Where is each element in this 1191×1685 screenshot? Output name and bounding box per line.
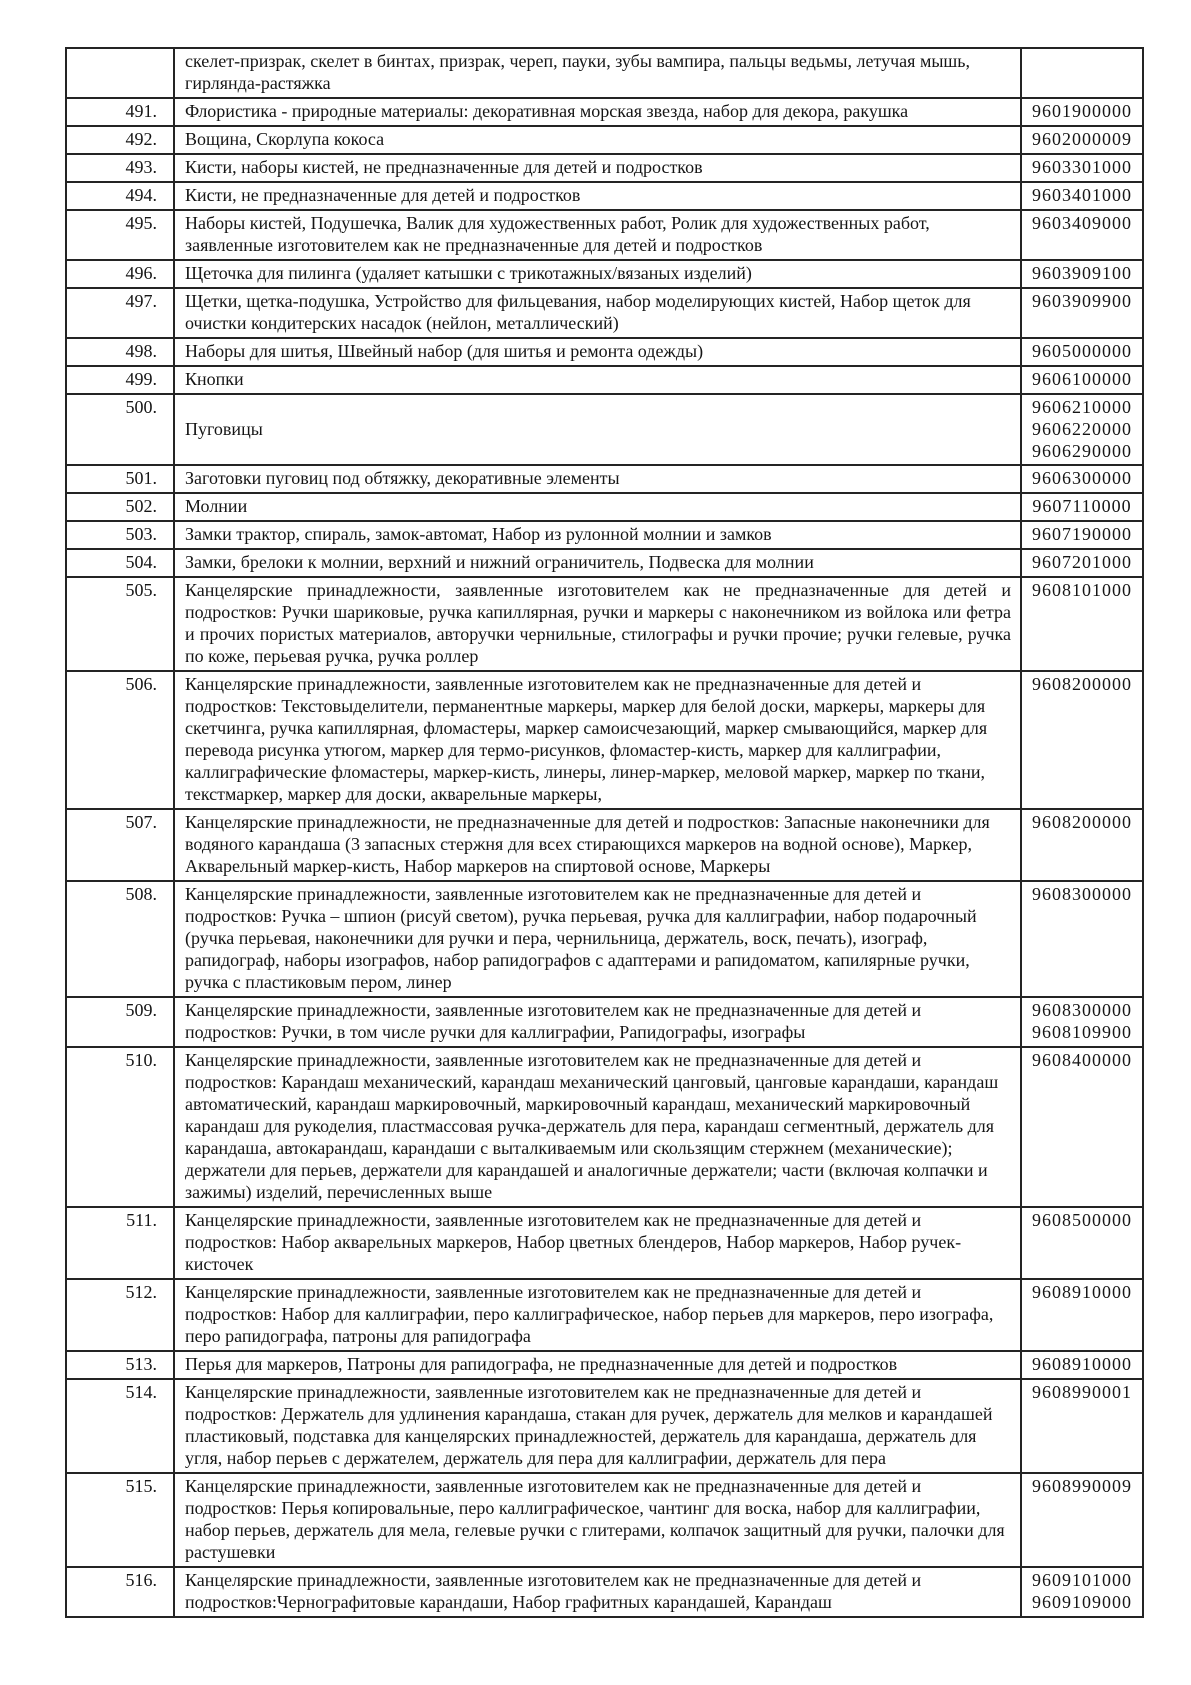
row-number-cell: 515. bbox=[66, 1473, 174, 1567]
description-cell: Канцелярские принадлежности, заявленные изготовителем как не предназначенные для детей и подростков: Набор для каллиграфии, перо каллиграфическое, набор перьев для маркеров, перо изографа, перо рапидографа, патроны для рапидографа bbox=[174, 1279, 1021, 1351]
description-cell: Канцелярские принадлежности, заявленные изготовителем как не предназначенные для детей и подростков: Текстовыделители, перманентные маркеры, маркер для белой доски, маркеры, маркеры для скетчинга, ручка капиллярная, фломастеры, маркер самоисчезающий, маркер смывающийся, маркер для перевода рисунка утюгом, маркер для термо-рисунков, фломастер-кисть, маркер для каллиграфии, каллиграфические фломастеры, маркер-кисть, линеры, линер-маркер, меловой маркер, маркер по ткани, текстмаркер, маркер для доски, акварельные маркеры, bbox=[174, 671, 1021, 809]
code-value: 9603401000 bbox=[1032, 185, 1132, 205]
row-number-cell: 501. bbox=[66, 465, 174, 493]
table-row bbox=[66, 98, 1143, 126]
table-row bbox=[66, 338, 1143, 366]
row-number-cell: 495. bbox=[66, 210, 174, 260]
description-cell: Наборы кистей, Подушечка, Валик для художественных работ, Ролик для художественных работ, заявленные изготовителем как не предназначенные для детей и подростков bbox=[174, 210, 1021, 260]
code-cell bbox=[1021, 577, 1143, 671]
code-cell bbox=[1021, 1379, 1143, 1473]
code-cell bbox=[1021, 1047, 1143, 1207]
code-value: 9608910000 bbox=[1032, 1282, 1132, 1302]
description-cell: Канцелярские принадлежности, заявленные изготовителем как не предназначенные для детей и подростков: Карандаш механический, карандаш механический цанговый, цанговые карандаши, карандаш автоматический, карандаш маркировочный, маркировочный карандаш, механический маркировочный карандаш для рукоделия, пластмассовая ручка-держатель для пера, карандаш сегментный, держатель для карандаша, автокарандаш, карандаши с выталкиваемым или скользящим стержнем (механические); держатели для перьев, держатели для карандашей и аналогичные держатели; части (включая колпачки и зажимы) изделий, перечисленных выше bbox=[174, 1047, 1021, 1207]
table-row bbox=[66, 126, 1143, 154]
table-row bbox=[66, 1279, 1143, 1351]
code-cell bbox=[1021, 1351, 1143, 1379]
code-cell bbox=[1021, 1279, 1143, 1351]
row-number-cell: 514. bbox=[66, 1379, 174, 1473]
code-cell bbox=[1021, 549, 1143, 577]
description-cell: Кисти, наборы кистей, не предназначенные для детей и подростков bbox=[174, 154, 1021, 182]
customs-codes-table bbox=[65, 47, 1144, 1618]
row-number-cell bbox=[66, 48, 174, 98]
code-value: 9603301000 bbox=[1032, 157, 1132, 177]
row-number-cell: 496. bbox=[66, 260, 174, 288]
row-number-cell: 506. bbox=[66, 671, 174, 809]
row-number-cell: 499. bbox=[66, 366, 174, 394]
code-cell bbox=[1021, 997, 1143, 1047]
code-cell bbox=[1021, 126, 1143, 154]
row-number-cell: 492. bbox=[66, 126, 174, 154]
code-cell bbox=[1021, 210, 1143, 260]
table-row bbox=[66, 493, 1143, 521]
code-cell bbox=[1021, 366, 1143, 394]
code-value: 9606220000 bbox=[1032, 419, 1132, 439]
description-cell: Заготовки пуговиц под обтяжку, декоративные элементы bbox=[174, 465, 1021, 493]
table-row bbox=[66, 48, 1143, 98]
code-cell bbox=[1021, 48, 1143, 98]
table-row bbox=[66, 1207, 1143, 1279]
code-value: 9606290000 bbox=[1032, 441, 1132, 461]
row-number-cell: 510. bbox=[66, 1047, 174, 1207]
code-value: 9607201000 bbox=[1032, 552, 1132, 572]
row-number-cell: 509. bbox=[66, 997, 174, 1047]
row-number-cell: 508. bbox=[66, 881, 174, 997]
code-value: 9603909100 bbox=[1032, 263, 1132, 283]
table-row bbox=[66, 288, 1143, 338]
table-row bbox=[66, 260, 1143, 288]
table-row bbox=[66, 366, 1143, 394]
table-row bbox=[66, 210, 1143, 260]
description-cell: Канцелярские принадлежности, заявленные изготовителем как не предназначенные для детей и подростков: Ручки шариковые, ручка капиллярная, ручки и маркеры с наконечником из войлока или фетра и прочих пористых материалов, авторучки чернильные, стилографы и ручки прочие; ручки гелевые, ручка по коже, перьевая ручка, ручка роллер bbox=[174, 577, 1021, 671]
description-cell: Канцелярские принадлежности, заявленные изготовителем как не предназначенные для детей и подростков: Перья копировальные, перо каллиграфическое, чантинг для воска, набор для каллиграфии, набор перьев, держатель для мела, гелевые ручки с глитерами, колпачок защитный для ручки, палочки для растушевки bbox=[174, 1473, 1021, 1567]
code-cell bbox=[1021, 260, 1143, 288]
code-cell bbox=[1021, 809, 1143, 881]
code-cell bbox=[1021, 521, 1143, 549]
description-cell: Канцелярские принадлежности, заявленные изготовителем как не предназначенные для детей и подростков: Ручки, в том числе ручки для каллиграфии, Рапидографы, изографы bbox=[174, 997, 1021, 1047]
table-row bbox=[66, 549, 1143, 577]
table-row bbox=[66, 1351, 1143, 1379]
row-number-cell: 513. bbox=[66, 1351, 174, 1379]
description-cell: Пуговицы bbox=[174, 394, 1021, 465]
row-number-cell: 498. bbox=[66, 338, 174, 366]
code-cell bbox=[1021, 154, 1143, 182]
code-cell bbox=[1021, 465, 1143, 493]
code-value: 9608400000 bbox=[1032, 1050, 1132, 1070]
table-row bbox=[66, 1473, 1143, 1567]
table-row bbox=[66, 154, 1143, 182]
row-number-cell: 516. bbox=[66, 1567, 174, 1617]
code-value: 9608500000 bbox=[1032, 1210, 1132, 1230]
row-number-cell: 494. bbox=[66, 182, 174, 210]
table-row bbox=[66, 577, 1143, 671]
code-cell bbox=[1021, 1473, 1143, 1567]
code-value: 9608990009 bbox=[1032, 1476, 1132, 1496]
code-value: 9606300000 bbox=[1032, 468, 1132, 488]
description-cell: Щеточка для пилинга (удаляет катышки с трикотажных/вязаных изделий) bbox=[174, 260, 1021, 288]
code-value: 9608300000 bbox=[1032, 884, 1132, 904]
code-value: 9606100000 bbox=[1032, 369, 1132, 389]
table-row bbox=[66, 809, 1143, 881]
table-row bbox=[66, 182, 1143, 210]
code-cell bbox=[1021, 182, 1143, 210]
code-value: 9605000000 bbox=[1032, 341, 1132, 361]
code-cell bbox=[1021, 394, 1143, 465]
code-cell bbox=[1021, 1567, 1143, 1617]
table-row bbox=[66, 521, 1143, 549]
description-cell: Кнопки bbox=[174, 366, 1021, 394]
table-row bbox=[66, 997, 1143, 1047]
description-cell: Щетки, щетка-подушка, Устройство для фильцевания, набор моделирующих кистей, Набор щеток для очистки кондитерских насадок (нейлон, металлический) bbox=[174, 288, 1021, 338]
table-body bbox=[66, 48, 1143, 1617]
description-cell: Канцелярские принадлежности, заявленные изготовителем как не предназначенные для детей и подростков: Ручка – шпион (рисуй светом), ручка перьевая, ручка для каллиграфии, набор подарочный (ручка перьевая, наконечники для ручки и пера, чернильница, держатель, воск, печать), изограф, рапидограф, наборы изографов, набор рапидографов с адаптерами и рапидоматом, капилярные ручки, ручка с пластиковым пером, линер bbox=[174, 881, 1021, 997]
code-value: 9608200000 bbox=[1032, 812, 1132, 832]
description-cell: Перья для маркеров, Патроны для рапидографа, не предназначенные для детей и подростков bbox=[174, 1351, 1021, 1379]
description-cell: Кисти, не предназначенные для детей и подростков bbox=[174, 182, 1021, 210]
code-value: 9607190000 bbox=[1032, 524, 1132, 544]
description-cell: Наборы для шитья, Швейный набор (для шитья и ремонта одежды) bbox=[174, 338, 1021, 366]
code-value: 9608101000 bbox=[1032, 580, 1132, 600]
table-row bbox=[66, 1379, 1143, 1473]
row-number-cell: 502. bbox=[66, 493, 174, 521]
row-number-cell: 497. bbox=[66, 288, 174, 338]
table-row bbox=[66, 1047, 1143, 1207]
code-cell bbox=[1021, 1207, 1143, 1279]
code-value: 9606210000 bbox=[1032, 397, 1132, 417]
description-cell: скелет-призрак, скелет в бинтах, призрак, череп, пауки, зубы вампира, пальцы ведьмы, летучая мышь, гирлянда-растяжка bbox=[174, 48, 1021, 98]
description-cell: Молнии bbox=[174, 493, 1021, 521]
description-cell: Вощина, Скорлупа кокоса bbox=[174, 126, 1021, 154]
code-value: 9608990001 bbox=[1032, 1382, 1132, 1402]
row-number-cell: 504. bbox=[66, 549, 174, 577]
code-value: 9603409000 bbox=[1032, 213, 1132, 233]
row-number-cell: 491. bbox=[66, 98, 174, 126]
description-cell: Канцелярские принадлежности, заявленные изготовителем как не предназначенные для детей и подростков: Держатель для удлинения карандаша, стакан для ручек, держатель для мелков и карандашей пластиковый, подставка для канцелярских принадлежностей, держатель для карандаша, держатель для угля, набор перьев с держателем, держатель для пера для каллиграфии, держатель для пера bbox=[174, 1379, 1021, 1473]
row-number-cell: 505. bbox=[66, 577, 174, 671]
table-row bbox=[66, 465, 1143, 493]
description-cell: Канцелярские принадлежности, заявленные изготовителем как не предназначенные для детей и подростков:Чернографитовые карандаши, Набор графитных карандашей, Карандаш bbox=[174, 1567, 1021, 1617]
table-row bbox=[66, 394, 1143, 465]
table-row bbox=[66, 671, 1143, 809]
code-cell bbox=[1021, 98, 1143, 126]
code-cell bbox=[1021, 338, 1143, 366]
row-number-cell: 507. bbox=[66, 809, 174, 881]
row-number-cell: 500. bbox=[66, 394, 174, 465]
row-number-cell: 503. bbox=[66, 521, 174, 549]
code-value: 9608300000 bbox=[1032, 1000, 1132, 1020]
code-value: 9608200000 bbox=[1032, 674, 1132, 694]
code-value: 9609101000 bbox=[1032, 1570, 1132, 1590]
code-value: 9603909900 bbox=[1032, 291, 1132, 311]
code-value: 9602000009 bbox=[1032, 129, 1132, 149]
code-cell bbox=[1021, 671, 1143, 809]
document-page bbox=[65, 47, 1144, 1618]
row-number-cell: 493. bbox=[66, 154, 174, 182]
description-cell: Замки трактор, спираль, замок-автомат, Набор из рулонной молнии и замков bbox=[174, 521, 1021, 549]
description-cell: Канцелярские принадлежности, заявленные изготовителем как не предназначенные для детей и подростков: Набор акварельных маркеров, Набор цветных блендеров, Набор маркеров, Набор ручек-кисточек bbox=[174, 1207, 1021, 1279]
row-number-cell: 511. bbox=[66, 1207, 174, 1279]
description-cell: Замки, брелоки к молнии, верхний и нижний ограничитель, Подвеска для молнии bbox=[174, 549, 1021, 577]
row-number-cell: 512. bbox=[66, 1279, 174, 1351]
code-value: 9608109900 bbox=[1032, 1022, 1132, 1042]
code-value: 9607110000 bbox=[1032, 496, 1132, 516]
description-cell: Флористика - природные материалы: декоративная морская звезда, набор для декора, ракушка bbox=[174, 98, 1021, 126]
table-row bbox=[66, 881, 1143, 997]
code-cell bbox=[1021, 493, 1143, 521]
code-value: 9601900000 bbox=[1032, 101, 1132, 121]
table-row bbox=[66, 1567, 1143, 1617]
code-value: 9609109000 bbox=[1032, 1592, 1132, 1612]
description-cell: Канцелярские принадлежности, не предназначенные для детей и подростков: Запасные наконечники для водяного карандаша (3 запасных стержня для всех стирающихся маркеров на водной основе), Маркер, Акварельный маркер-кисть, Набор маркеров на спиртовой основе, Маркеры bbox=[174, 809, 1021, 881]
code-cell bbox=[1021, 881, 1143, 997]
code-value: 9608910000 bbox=[1032, 1354, 1132, 1374]
code-cell bbox=[1021, 288, 1143, 338]
